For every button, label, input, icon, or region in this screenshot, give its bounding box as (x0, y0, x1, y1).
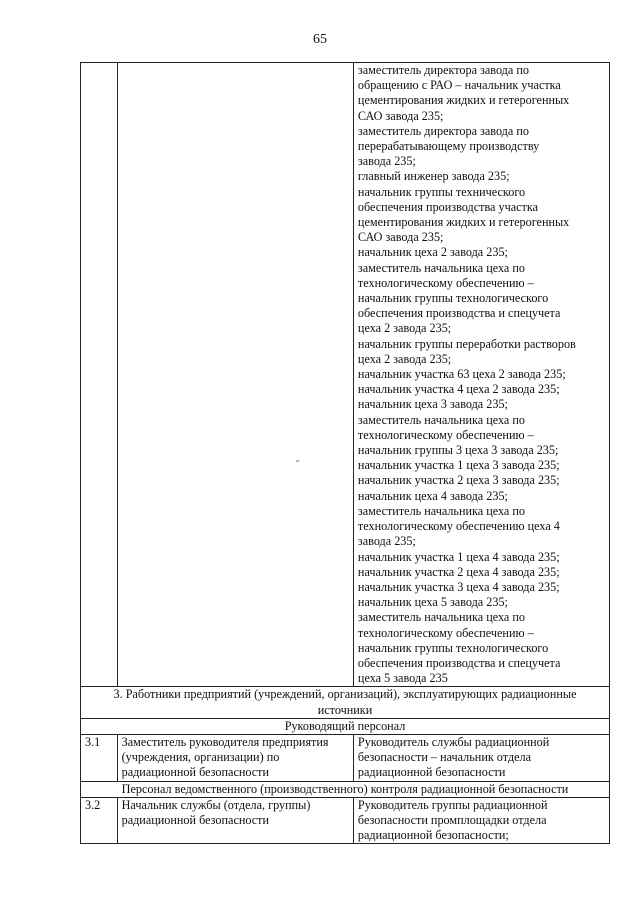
text-line: обеспечения производства и спецучета (357, 306, 561, 321)
text-line: заместитель начальника цеха по (357, 503, 525, 518)
subheader-control: Персонал ведомственного (производственного) контроля радиационной безопасности (81, 781, 610, 797)
text-line: (учреждения, организации) по (121, 750, 280, 765)
text-line: САО завода 235; (357, 108, 444, 123)
text-line: радиационной безопасности (121, 812, 270, 827)
text-line: радиационной безопасности (357, 765, 506, 780)
text-line: начальник участка 4 цеха 2 завода 235; (357, 382, 560, 397)
section-3-heading-text (85, 687, 605, 717)
substitute-text (358, 798, 605, 844)
text-line: цементирования жидких и гетерогенных (357, 215, 570, 230)
substitute-cell (353, 797, 609, 844)
row-number: 3.1 (81, 734, 118, 781)
subheader-row-control (81, 781, 610, 797)
text-line: безопасности промплощадки отдела (357, 812, 547, 827)
text-line: Начальник службы (отдела, группы) (121, 797, 311, 812)
text-line: радиационной безопасности (121, 765, 270, 780)
text-line: завода 235; (357, 154, 416, 169)
table-row-3-2 (81, 797, 610, 844)
text-line: Заместитель руководителя предприятия (121, 734, 329, 749)
text-line: цеха 2 завода 235; (357, 321, 452, 336)
text-line: технологическому обеспечению – (357, 427, 534, 442)
text-line: начальник группы 3 цеха 3 завода 235; (357, 443, 559, 458)
cell-number-empty (81, 63, 118, 687)
text-line: заместитель директора завода по (357, 123, 529, 138)
text-line: начальник группы технологического (357, 640, 549, 655)
substitute-cell (353, 734, 609, 781)
text-line: начальник цеха 4 завода 235; (357, 488, 508, 503)
text-line: начальник группы технического (357, 184, 526, 199)
position-cell (117, 734, 353, 781)
cell-position-empty (117, 63, 353, 687)
text-line: начальник участка 1 цеха 4 завода 235; (357, 549, 560, 564)
substitute-text (358, 735, 605, 781)
text-line: Руководитель группы радиационной (357, 797, 548, 812)
text-line: начальник цеха 3 завода 235; (357, 397, 508, 412)
position-text (122, 735, 349, 781)
text-line: обращению с РАО – начальник участка (357, 78, 561, 93)
text-line: Руководитель службы радиационной (357, 734, 550, 749)
text-line: начальник цеха 2 завода 235; (357, 245, 508, 260)
text-line: радиационной безопасности; (357, 828, 509, 843)
text-line: начальник группы переработки растворов (357, 336, 576, 351)
text-line: безопасности – начальник отдела (357, 750, 532, 765)
position-cell (117, 797, 353, 844)
text-line: технологическому обеспечению цеха 4 (357, 519, 560, 534)
text-line: заместитель начальника цеха по (357, 610, 525, 625)
row-number: 3.2 (81, 797, 118, 844)
subheader-management: Руководящий персонал (81, 718, 610, 734)
text-line: начальник участка 2 цеха 3 завода 235; (357, 473, 560, 488)
text-line: технологическому обеспечению – (357, 625, 534, 640)
section-3-heading (81, 687, 610, 718)
text-line: заместитель начальника цеха по (357, 412, 525, 427)
text-line: завода 235; (357, 534, 416, 549)
text-line: начальник участка 1 цеха 3 завода 235; (357, 458, 560, 473)
section-heading-row (81, 687, 610, 718)
text-line: начальник участка 3 цеха 4 завода 235; (357, 579, 560, 594)
text-line: САО завода 235; (357, 230, 444, 245)
text-line: цеха 2 завода 235; (357, 351, 452, 366)
page-number: 65 (313, 32, 327, 47)
text-line: технологическому обеспечению – (357, 275, 534, 290)
text-line: перерабатывающему производству (357, 139, 540, 154)
scan-mark-glyph: ˶ (296, 455, 300, 466)
text-line: начальник цеха 5 завода 235; (357, 595, 508, 610)
table-row-3-1 (81, 734, 610, 781)
text-line: обеспечения производства и спецучета (357, 655, 561, 670)
text-line: цеха 5 завода 235 (357, 671, 448, 686)
table-row-top (81, 63, 610, 687)
position-text (122, 798, 349, 828)
text-line: начальник участка 2 цеха 4 завода 235; (357, 564, 560, 579)
text-line: главный инженер завода 235; (357, 169, 510, 184)
text-line: заместитель начальника цеха по (357, 260, 525, 275)
subheader-row-management (81, 718, 610, 734)
text-line: обеспечения производства участка (357, 199, 539, 214)
text-line: заместитель директора завода по (357, 63, 529, 77)
text-line: 3. Работники предприятий (учреждений, организаций), эксплуатирующих радиационные (113, 687, 577, 702)
text-line: начальник участка 63 цеха 2 завода 235; (357, 367, 566, 382)
staff-table (80, 62, 610, 844)
text-line: цементирования жидких и гетерогенных (357, 93, 570, 108)
text-line: начальник группы технологического (357, 291, 549, 306)
substitutes-list (358, 63, 605, 686)
text-line: источники (317, 702, 373, 717)
cell-substitutes (353, 63, 609, 687)
